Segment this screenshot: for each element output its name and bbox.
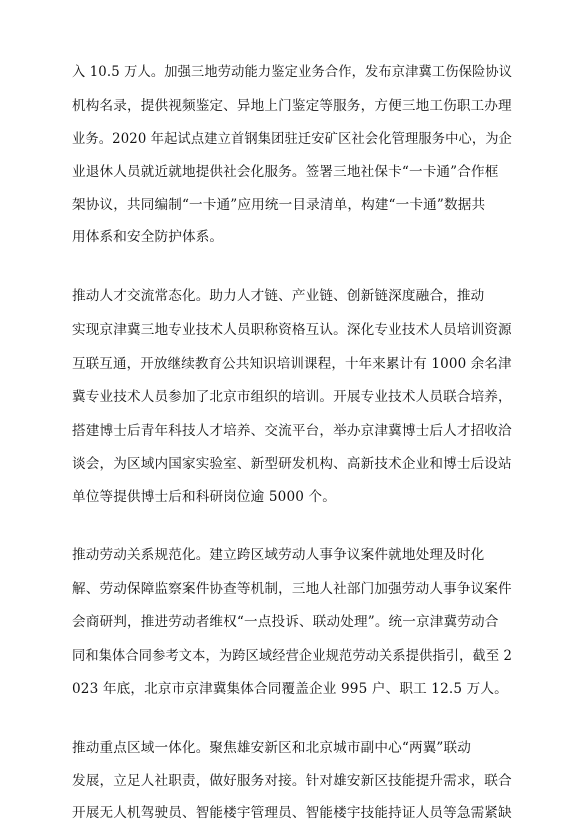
paragraph-4-line-2: 发展，立足人社职责，做好服务对接。针对雄安新区技能提升需求，联合 <box>72 773 512 789</box>
paragraph-1-line-4: 业退休人员就近就地提供社会化服务。签署三地社保卡“一卡通”合作框 <box>72 164 499 180</box>
paragraph-1-line-5: 架协议，共同编制“一卡通”应用统一目录清单，构建“一卡通”数据共 <box>72 197 486 213</box>
paragraph-2-line-6: 谈会，为区域内国家实验室、新型研发机构、高新技术企业和博士后设站 <box>72 456 512 472</box>
paragraph-1-line-2: 机构名录，提供视频鉴定、异地上门鉴定等服务，方便三地工伤职工办理 <box>72 98 512 114</box>
paragraph-2-line-7: 单位等提供博士后和科研岗位逾 5000 个。 <box>72 489 337 505</box>
paragraph-3-line-3: 会商研判，推进劳动者维权“一点投诉、联动处理”。统一京津冀劳动合 <box>72 614 499 630</box>
paragraph-1-line-1: 入 10.5 万人。加强三地劳动能力鉴定业务合作，发布京津冀工伤保险协议 <box>72 64 513 80</box>
paragraph-3-line-1: 推动劳动关系规范化。建立跨区域劳动人事争议案件就地处理及时化 <box>72 547 485 563</box>
paragraph-2-line-4: 冀专业技术人员参加了北京市组织的培训。开展专业技术人员联合培养， <box>72 389 512 405</box>
paragraph-2-line-2: 实现京津冀三地专业技术人员职称资格互认。深化专业技术人员培训资源 <box>72 322 512 338</box>
paragraph-2-line-1: 推动人才交流常态化。助力人才链、产业链、创新链深度融合，推动 <box>72 288 485 304</box>
paragraph-1-line-6: 用体系和安全防护体系。 <box>72 229 224 245</box>
paragraph-4-line-1: 推动重点区域一体化。聚焦雄安新区和北京城市副中心“两翼”联动 <box>72 740 472 756</box>
paragraph-1-line-3: 业务。2020 年起试点建立首钢集团驻迁安矿区社会化管理服务中心，为企 <box>72 131 513 147</box>
paragraph-2-line-3: 互联互通，开放继续教育公共知识培训课程，十年来累计有 1000 余名津 <box>72 356 512 372</box>
paragraph-2-line-5: 搭建博士后青年科技人才培养、交流平台，举办京津冀博士后人才招收洽 <box>72 423 512 439</box>
paragraph-4-line-3: 开展无人机驾驶员、智能楼宇管理员、智能楼宇技能持证人员等急需紧缺 <box>72 805 512 821</box>
paragraph-3-line-5: 023 年底，北京市京津冀集体合同覆盖企业 995 户、职工 12.5 万人。 <box>72 681 508 697</box>
paragraph-3-line-4: 同和集体合同参考文本，为跨区域经营企业规范劳动关系提供指引，截至 2 <box>72 648 513 664</box>
paragraph-3-line-2: 解、劳动保障监察案件协查等机制，三地人社部门加强劳动人事争议案件 <box>72 581 512 597</box>
